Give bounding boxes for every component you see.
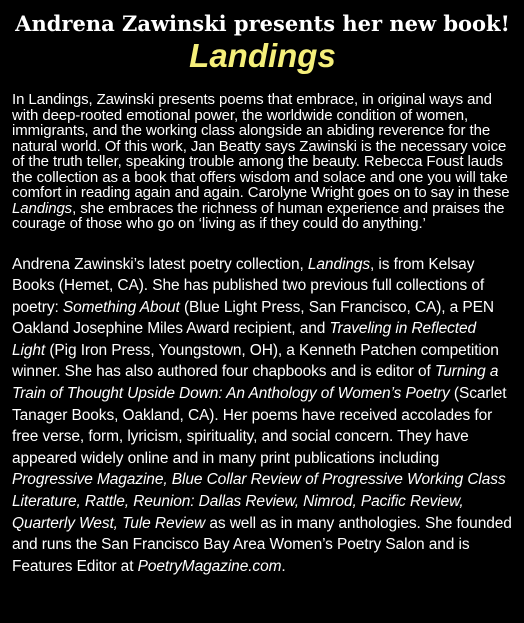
summary-text-2: , she embraces the richness of human experience and praises the courage of those who go on ‘living as if they could do anything.’ (12, 199, 505, 232)
bio-publications: Progressive Magazine, Blue Collar Review of Progressive Working Class Literature, Rattle, Reunion: Dallas Review, Nimrod, Pacific Review, Quarterly West, Tule Review (12, 471, 506, 532)
bio-text-7: . (281, 557, 286, 575)
headline: Andrena Zawinski presents her new book! (15, 11, 510, 36)
summary-book-title: Landings (12, 199, 73, 217)
bio-text-5: (Scarlet Tanager Books, Oakland, CA). Her poems have received accolades for free verse, form, lyricism, spirituality, and social concern. They have appeared widely online and in many print publications including (12, 385, 507, 467)
bio-text-1: Andrena Zawinski’s latest poetry collection, (12, 255, 308, 273)
bio-website: PoetryMagazine.com (137, 557, 282, 575)
bio-text-3: (Blue Light Press, San Francisco, CA), a PEN Oakland Josephine Miles Award recipient, and (12, 298, 494, 338)
book-title: Landings (189, 37, 336, 74)
bio-text-2: , is from Kelsay Books (Hemet, CA). She has published two previous full collections of poetry: (12, 255, 485, 316)
bio-title-traveling: Traveling in Reflected Light (12, 320, 477, 359)
bio-title-anthology: Turning a Train of Thought Upside Down: An Anthology of Women’s Poetry (12, 363, 499, 403)
bio-title-landings: Landings (307, 255, 371, 273)
summary-text-1: In Landings, Zawinski presents poems that embrace, in original ways and with deep-rooted emotional power, the worldwide condition of women, immigrants, and the working class alongside an abiding reverence for the natural world. Of this work, Jan Beatty says Zawinski is the necessary voice of the truth teller, speaking trouble among the beauty. Rebecca Foust lauds the collection as a book that offers wisdom and solace and one you will take comfort in reading again and again. Carolyne Wright goes on to say in these (12, 91, 510, 201)
author-bio-paragraph (12, 254, 513, 578)
bio-text-6: as well as in many anthologies. She founded and runs the San Francisco Bay Area Women’s Poetry Salon and is Features Editor at (12, 514, 512, 575)
book-summary-paragraph (12, 92, 513, 232)
bio-title-something-about: Something About (62, 298, 180, 316)
bio-text-4: (Pig Iron Press, Youngstown, OH), a Kenneth Patchen competition winner. She has also authored four chapbooks and is editor of (12, 341, 499, 381)
